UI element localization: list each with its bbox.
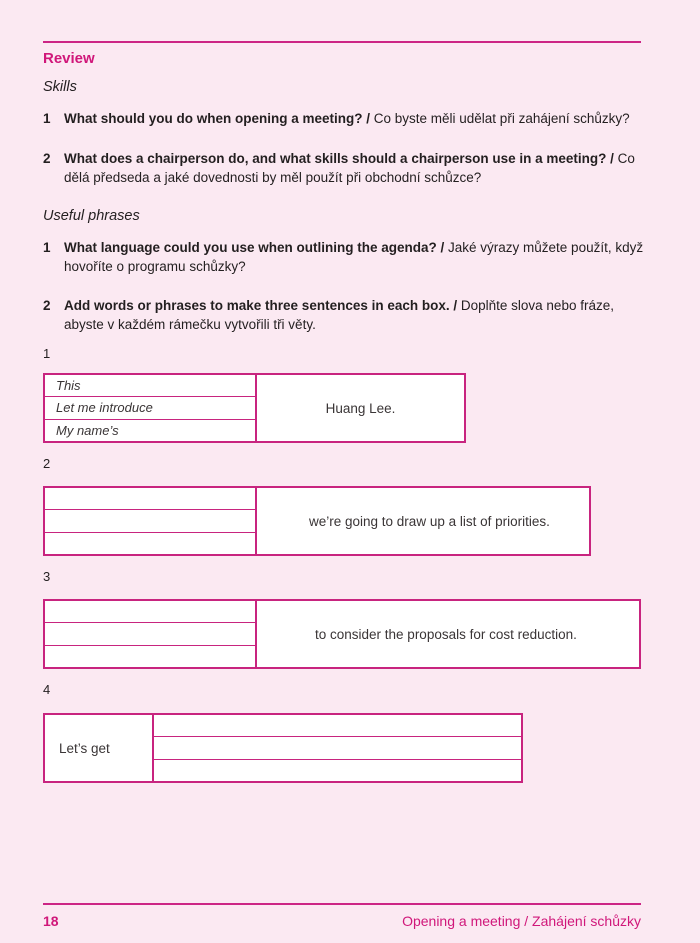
footer-title: Opening a meeting / Zahájení schůzky [402,913,641,929]
sentence-start-cell[interactable] [45,646,255,667]
page-number: 18 [43,913,59,929]
question-czech: Doplňte slova nebo fráze, abyste v každém rámečku vytvořili tři věty. [64,298,614,332]
sentence-end-cell[interactable] [154,737,521,759]
exercise-number: 1 [43,346,51,361]
sentence-start-cell[interactable] [45,488,255,510]
question-english: What does a chairperson do, and what skills should a chairperson use in a meeting? / [64,151,614,166]
top-rule [43,41,641,43]
question-czech: Jaké výrazy můžete použít, když hovoříte o programu schůzky? [64,240,644,274]
question-number: 1 [43,111,51,126]
exercise-number: 2 [43,456,51,471]
sentence-ending: we’re going to draw up a list of priorities. [309,513,550,529]
question-number: 1 [43,240,51,255]
skills-question-1 [43,109,653,128]
exercise-number: 4 [43,682,51,697]
skills-question-2 [43,149,643,187]
exercise-number: 3 [43,569,51,584]
question-czech: Co byste měli udělat při zahájení schůzky? [370,111,630,126]
useful-phrases-title: Useful phrases [43,208,140,224]
question-english: What should you do when opening a meeting? / [64,111,370,126]
skills-title: Skills [43,79,77,95]
question-english: What language could you use when outlining the agenda? / [64,240,445,255]
sentence-start-cell[interactable] [45,623,255,645]
bottom-rule [43,903,641,905]
question-english: Add words or phrases to make three sentences in each box. / [64,298,458,313]
sentence-ending: Huang Lee. [325,400,396,416]
sentence-start-cell[interactable]: Let me introduce [45,397,255,419]
sentence-start-cell[interactable] [45,510,255,532]
sentence-end-cell[interactable] [154,715,521,737]
phrases-question-1 [43,238,653,276]
question-czech: Co dělá předseda a jaké dovednosti by měl použít při obchodní schůzce? [64,151,635,185]
sentence-start-cell[interactable]: My name’s [56,422,119,438]
sentence-start-cell[interactable] [45,533,255,554]
sentence-start: Let’s get [59,740,110,756]
sentence-start-cell[interactable]: This [45,375,255,397]
exercise-box-1 [43,373,466,443]
phrases-question-2 [43,296,653,334]
review-title: Review [43,50,95,67]
exercise-box-4 [43,713,523,783]
question-number: 2 [43,298,51,313]
sentence-ending: to consider the proposals for cost reduction. [315,626,577,642]
exercise-box-3 [43,599,641,669]
sentence-end-cell[interactable] [154,760,521,781]
exercise-box-2 [43,486,591,556]
sentence-start-cell[interactable] [45,601,255,623]
question-number: 2 [43,151,51,166]
